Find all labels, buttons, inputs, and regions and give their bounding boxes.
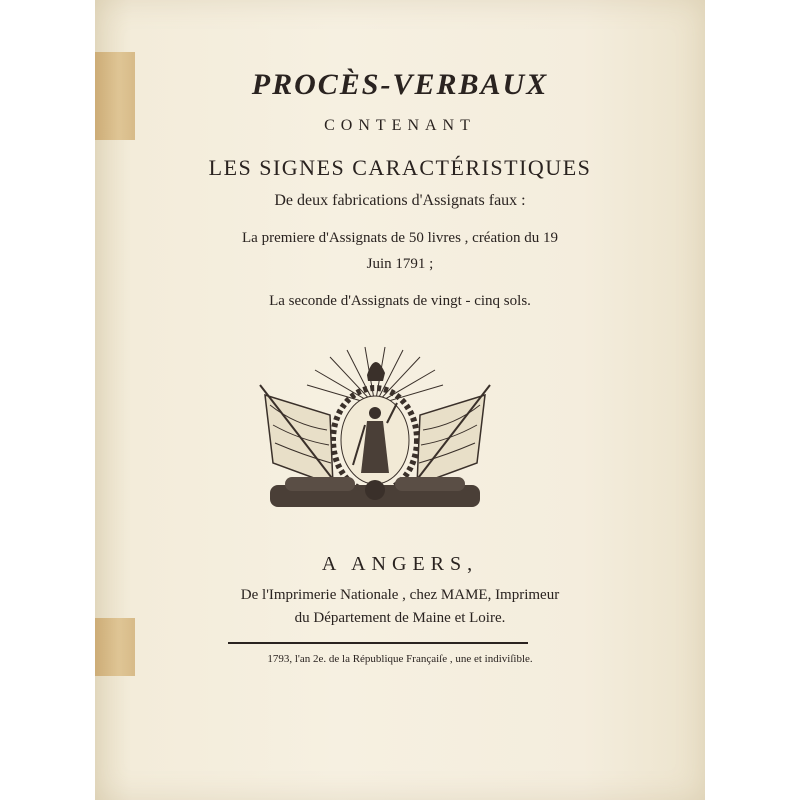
contenant-line: CONTENANT: [324, 117, 476, 134]
divider-rule: [228, 642, 528, 644]
printer-line: De l'Imprimerie Nationale , chez MAME, Imprimeur: [240, 587, 560, 603]
department-line: du Département de Maine et Loire.: [294, 610, 506, 626]
premiere-line-2: Juin 1791 ;: [366, 256, 434, 272]
document-title: PROCÈS-VERBAUX: [251, 68, 549, 101]
heading-line: LES SIGNES CARACTÉRISTIQUES: [208, 155, 592, 180]
date-line: 1793, l'an 2e. de la République Françaiſe , une et indiviſible.: [267, 653, 533, 665]
city-line: A ANGERS,: [321, 553, 479, 575]
premiere-line-1: La premiere d'Assignats de 50 livres , création du 19: [242, 230, 558, 246]
subtitle-line: De deux fabrications d'Assignats faux :: [274, 192, 526, 209]
seconde-line: La seconde d'Assignats de vingt - cinq sols.: [269, 293, 531, 309]
republican-vignette-engraving: [255, 345, 495, 515]
